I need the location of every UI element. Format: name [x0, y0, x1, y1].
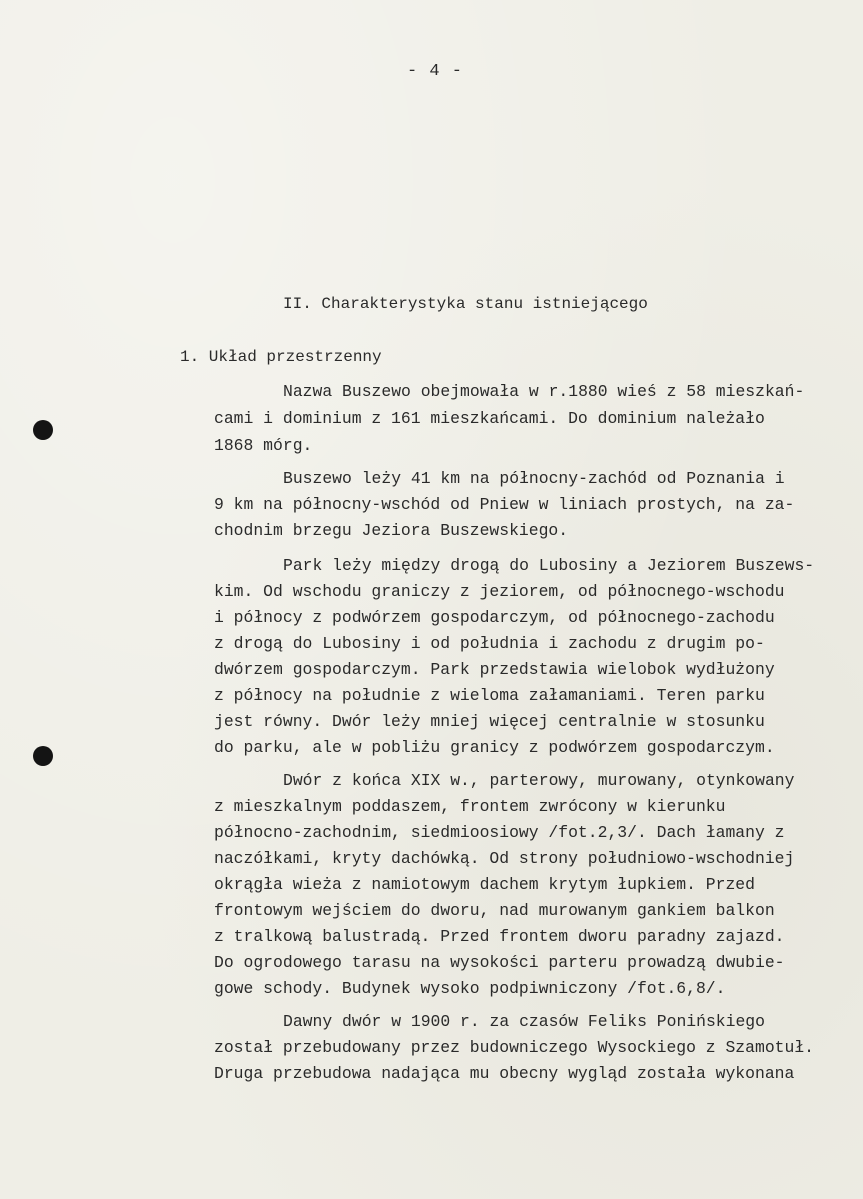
text-line: z drogą do Lubosiny i od południa i zachodu z drugim po- [214, 634, 765, 653]
text-line: i północy z podwórzem gospodarczym, od północnego-zachodu [214, 608, 775, 627]
text-line: Druga przebudowa nadająca mu obecny wygląd została wykonana [214, 1064, 795, 1083]
text-line: Dwór z końca XIX w., parterowy, murowany, otynkowany [283, 771, 795, 790]
text-line: dwórzem gospodarczym. Park przedstawia wielobok wydłużony [214, 660, 775, 679]
text-line: frontowym wejściem do dworu, nad murowanym gankiem balkon [214, 901, 775, 920]
text-line: naczółkami, kryty dachówką. Od strony południowo-wschodniej [214, 849, 795, 868]
text-line: z północy na południe z wieloma załamaniami. Teren parku [214, 686, 765, 705]
text-line: do parku, ale w pobliżu granicy z podwórzem gospodarczym. [214, 738, 775, 757]
text-line: z mieszkalnym poddaszem, frontem zwrócony w kierunku [214, 797, 726, 816]
text-line: z tralkową balustradą. Przed frontem dworu paradny zajazd. [214, 927, 785, 946]
text-line: został przebudowany przez budowniczego Wysockiego z Szamotuł. [214, 1038, 814, 1057]
text-line: Dawny dwór w 1900 r. za czasów Feliks Ponińskiego [283, 1012, 765, 1031]
text-line: chodnim brzegu Jeziora Buszewskiego. [214, 521, 569, 540]
text-line: północno-zachodnim, siedmioosiowy /fot.2,3/. Dach łamany z [214, 823, 785, 842]
text-line: Park leży między drogą do Lubosiny a Jeziorem Buszews- [283, 556, 815, 575]
text-line: okrągła wieża z namiotowym dachem krytym łupkiem. Przed [214, 875, 755, 894]
text-line: jest równy. Dwór leży mniej więcej centralnie w stosunku [214, 712, 765, 731]
subheading: 1. Układ przestrzenny [180, 348, 382, 366]
text-line: 1868 mórg. [214, 436, 313, 455]
text-line: Buszewo leży 41 km na północny-zachód od Poznania i [283, 469, 785, 488]
text-line: Nazwa Buszewo obejmowała w r.1880 wieś z 58 mieszkań- [283, 382, 805, 401]
page-number: - 4 - [407, 62, 464, 81]
text-line: 9 km na północny-wschód od Pniew w liniach prostych, na za- [214, 495, 795, 514]
section-heading: II. Charakterystyka stanu istniejącego [283, 295, 648, 313]
text-line: gowe schody. Budynek wysoko podpiwniczony /fot.6,8/. [214, 979, 726, 998]
text-line: Do ogrodowego tarasu na wysokości parteru prowadzą dwubie- [214, 953, 785, 972]
text-line: cami i dominium z 161 mieszkańcami. Do dominium należało [214, 409, 765, 428]
text-line: kim. Od wschodu graniczy z jeziorem, od północnego-wschodu [214, 582, 785, 601]
